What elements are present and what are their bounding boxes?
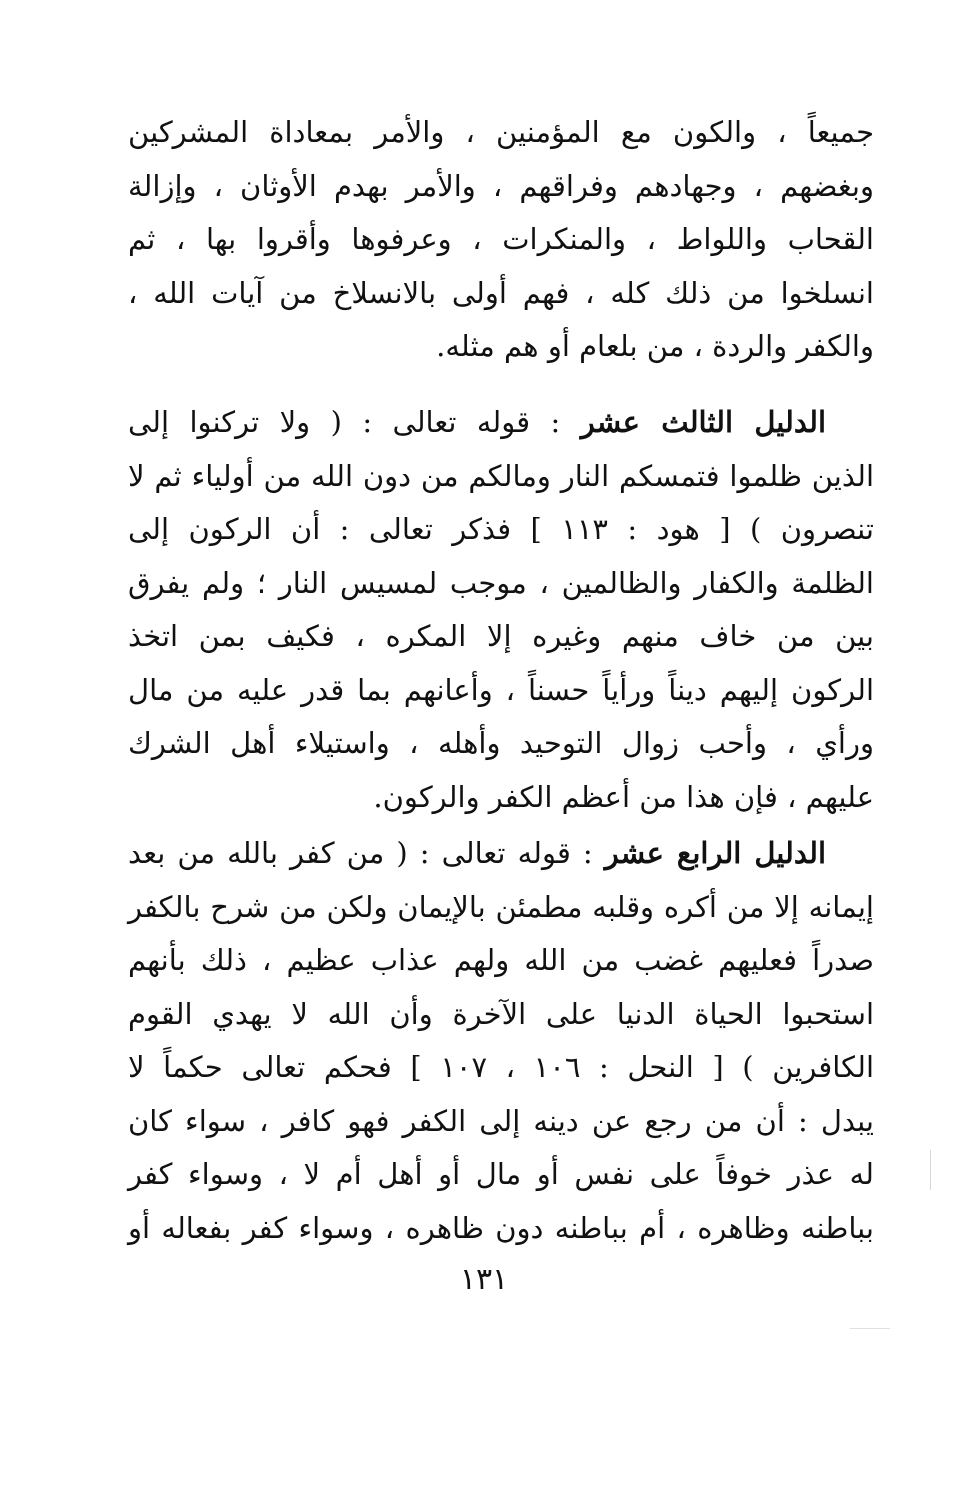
text-fragment: : قوله تعالى : ( من كفر بالله من بعد (128, 836, 605, 870)
text-line: تنصرون ) [ هود : ١١٣ ] فذكر تعالى : أن الركون إلى (128, 512, 874, 546)
text-line-first (128, 396, 874, 450)
text-line-first (128, 827, 874, 881)
text-line: له عذر خوفاً على نفس أو مال أو أهل أم لا ، وسواء كفر (128, 1157, 874, 1191)
text-line: ورأي ، وأحب زوال التوحيد وأهله ، واستيلاء أهل الشرك (128, 726, 875, 760)
text-line: والكفر والردة ، من بلعام أو هم مثله. (436, 329, 874, 363)
text-line: الركون إليهم ديناً ورأياً حسناً ، وأعانهم بما قدر عليه من مال (128, 672, 874, 707)
section-heading: الدليل الثالث عشر (580, 405, 827, 439)
paragraph-2 (128, 396, 874, 824)
text-fragment: : قوله تعالى : ( ولا تركنوا إلى (128, 405, 581, 439)
text-line: الكافرين ) [ النحل : ١٠٦ ، ١٠٧ ] فحكم تعالى حكماً لا (128, 1050, 875, 1084)
text-line: بباطنه وظاهره ، أم بباطنه دون ظاهره ، وسواء كفر بفعاله أو (128, 1210, 874, 1245)
text-line: استحبوا الحياة الدنيا على الآخرة وأن الله لا يهدي القوم (128, 996, 874, 1031)
paragraph-3 (128, 827, 874, 1255)
text-line: الظلمة والكفار والظالمين ، موجب لمسيس النار ؛ ولم يفرق (128, 565, 874, 600)
text-line: وبغضهم ، وجهادهم وفراقهم ، والأمر بهدم الأوثان ، وإزالة (128, 168, 874, 203)
text-line: إيمانه إلا من أكره وقلبه مطمئن بالإيمان ولكن من شرح بالكفر (128, 889, 874, 924)
paragraph-1 (128, 106, 874, 374)
text-line: بين من خاف منهم وغيره إلا المكره ، فكيف بمن اتخذ (128, 619, 874, 653)
page-number: ١٣١ (459, 1262, 509, 1297)
text-line: يبدل : أن من رجع عن دينه إلى الكفر فهو كافر ، سواء كان (128, 1103, 874, 1138)
text-line: جميعاً ، والكون مع المؤمنين ، والأمر بمعاداة المشركين (128, 115, 874, 149)
text-line: صدراً فعليهم غضب من الله ولهم عذاب عظيم ، ذلك بأنهم (128, 943, 874, 977)
text-line: القحاب واللواط ، والمنكرات ، وعرفوها وأقروا بها ، ثم (128, 222, 874, 256)
section-heading: الدليل الرابع عشر (604, 836, 826, 870)
text-line: الذين ظلموا فتمسكم النار ومالكم من دون الله من أولياء ثم لا (128, 458, 874, 493)
scan-edge-mark (850, 1328, 890, 1329)
text-line: انسلخوا من ذلك كله ، فهم أولى بالانسلاخ من آيات الله ، (128, 275, 874, 310)
text-line: عليهم ، فإن هذا من أعظم الكفر والركون. (373, 779, 874, 814)
scan-edge-mark (930, 1150, 931, 1190)
